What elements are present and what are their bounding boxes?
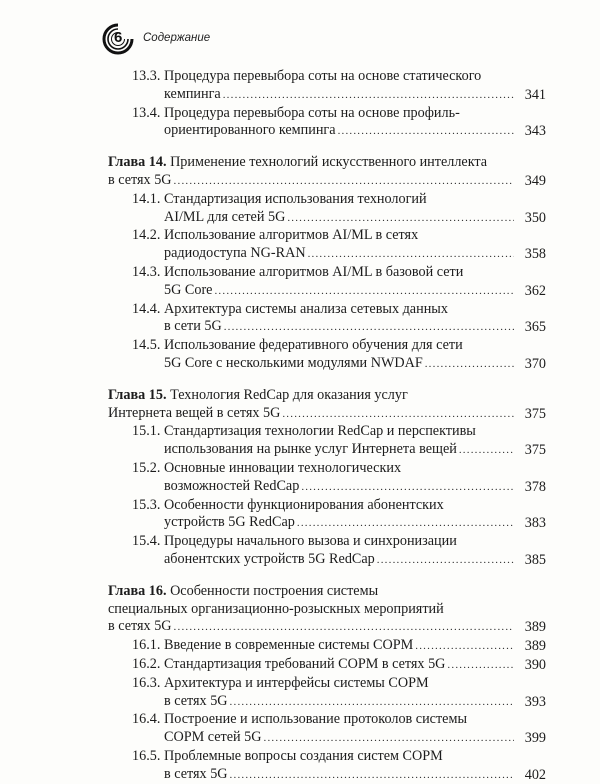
toc-line-text: Особенности построения системы [170, 582, 379, 599]
toc-section-entry [108, 637, 546, 656]
toc-line [164, 423, 516, 441]
section-number: 16.2. [132, 655, 161, 672]
toc-section-entry [108, 105, 546, 142]
page-ref: 393 [524, 693, 546, 710]
dot-leader [230, 767, 514, 784]
dot-leader [301, 479, 514, 497]
toc-line [164, 301, 516, 319]
toc-line-text: Архитектура и интерфейсы системы СОРМ [164, 674, 429, 691]
dot-leader [447, 657, 514, 675]
dot-leader [174, 173, 514, 191]
section-number: 14.5. [132, 337, 161, 354]
toc-line [164, 533, 516, 551]
page-ref: 350 [524, 209, 546, 226]
toc-line [164, 766, 516, 784]
toc-section-entry [108, 675, 546, 712]
chapter-label: Глава 15. [108, 386, 167, 403]
toc-line [164, 441, 516, 460]
page-ref: 390 [524, 656, 546, 673]
toc-line [164, 318, 516, 337]
toc-section-entry [108, 656, 546, 675]
toc-line-text: в сетях 5G [164, 692, 228, 709]
dot-leader [264, 730, 514, 748]
section-number: 15.1. [132, 423, 161, 440]
dot-leader [415, 638, 514, 656]
dot-leader [297, 515, 514, 533]
toc-section-entry [108, 748, 546, 784]
toc-line [108, 154, 516, 172]
toc-line-text: радиодоступа NG-RAN [164, 245, 306, 262]
page-ref: 349 [524, 172, 546, 189]
page-ref: 362 [524, 282, 546, 299]
toc-chapter-block [108, 68, 546, 141]
toc-section-entry [108, 423, 546, 460]
toc-line-text: ориентированного кемпинга [164, 122, 336, 139]
chapter-label: Глава 14. [108, 154, 167, 171]
toc-line [164, 227, 516, 245]
dot-leader [308, 246, 514, 264]
toc-line-text: Построение и использование протоколов системы [164, 711, 467, 728]
toc-line [164, 245, 516, 264]
toc-line-text: в сетях 5G [164, 765, 228, 782]
dot-leader [214, 283, 514, 301]
toc-line-text: специальных организационно-розыскных мероприятий [108, 600, 444, 617]
toc-section-entry [108, 460, 546, 497]
toc-line-text: Стандартизация требований СОРМ в сетях 5G [164, 655, 446, 672]
section-number: 13.4. [132, 104, 161, 121]
toc-line [164, 675, 516, 693]
toc-chapter-entry [108, 583, 546, 637]
toc-line [164, 551, 516, 570]
toc-line-text: Архитектура системы анализа сетевых данных [164, 300, 448, 317]
chapter-label: Глава 16. [108, 582, 167, 599]
toc-line [164, 637, 516, 656]
toc-line [164, 460, 516, 478]
toc-line [164, 68, 516, 86]
section-number: 16.3. [132, 674, 161, 691]
toc-line [164, 711, 516, 729]
toc-chapter-block [108, 387, 546, 570]
toc-section-entry [108, 497, 546, 534]
toc-line [164, 209, 516, 228]
dot-leader [223, 87, 514, 105]
toc-section-entry [108, 191, 546, 228]
toc-line-text: кемпинга [164, 85, 221, 102]
toc-line-text: Введение в современные системы СОРМ [164, 637, 414, 654]
page-number: 6 [114, 29, 123, 46]
dot-leader [287, 210, 514, 228]
toc-line-text: в сетях 5G [108, 618, 172, 635]
toc-line [164, 337, 516, 355]
dot-leader [174, 619, 514, 637]
section-number: 14.3. [132, 263, 161, 280]
section-number: 14.2. [132, 227, 161, 244]
toc-line-text: СОРМ сетей 5G [164, 729, 262, 746]
toc-line-text: использования на рынке услуг Интернета вещей [164, 441, 457, 458]
toc-line-text: устройств 5G RedCap [164, 514, 295, 531]
toc-chapter-entry [108, 154, 546, 191]
page-ref: 370 [524, 355, 546, 372]
toc-line [108, 387, 516, 405]
toc-chapter-block [108, 583, 546, 784]
toc-line [164, 105, 516, 123]
toc-line-text: Процедура перевыбора соты на основе профиль- [164, 104, 460, 121]
section-number: 15.4. [132, 533, 161, 550]
section-number: 15.2. [132, 459, 161, 476]
toc-line [164, 748, 516, 766]
toc-line-text: в сети 5G [164, 318, 222, 335]
toc-line-text: AI/ML для сетей 5G [164, 208, 286, 225]
toc-section-entry [108, 68, 546, 105]
toc-line [164, 122, 516, 141]
page-ref: 375 [524, 442, 546, 459]
toc-line-text: Использование алгоритмов AI/ML в сетях [164, 227, 419, 244]
section-number: 14.1. [132, 190, 161, 207]
page-ref: 399 [524, 730, 546, 747]
toc-line [164, 729, 516, 748]
section-number: 16.4. [132, 711, 161, 728]
toc-line [108, 172, 516, 191]
dot-leader [425, 356, 514, 374]
toc-line-text: Особенности функционирования абонентских [164, 496, 444, 513]
page-ref: 402 [524, 766, 546, 783]
toc-line-text: Технология RedCap для оказания услуг [170, 386, 408, 403]
page-ref: 365 [524, 319, 546, 336]
toc-chapter-entry [108, 387, 546, 424]
toc-line-text: Интернета вещей в сетях 5G [108, 404, 281, 421]
page-ref: 378 [524, 478, 546, 495]
toc-line-text: абонентских устройств 5G RedCap [164, 550, 375, 567]
dot-leader [224, 319, 514, 337]
toc-line-text: Стандартизация использования технологий [164, 190, 427, 207]
page-ref: 341 [524, 86, 546, 103]
toc-line-text: Применение технологий искусственного интеллекта [170, 154, 488, 171]
toc-line [164, 497, 516, 515]
toc-section-entry [108, 711, 546, 748]
dot-leader [459, 442, 514, 460]
page-ref: 389 [524, 619, 546, 636]
section-number: 16.1. [132, 637, 161, 654]
dot-leader [282, 406, 514, 424]
toc-line-text: Проблемные вопросы создания систем СОРМ [164, 747, 443, 764]
toc-line [164, 693, 516, 712]
toc-section-entry [108, 227, 546, 264]
toc-line-text: Использование алгоритмов AI/ML в базовой сети [164, 263, 464, 280]
toc-section-entry [108, 264, 546, 301]
toc-line [164, 656, 516, 675]
toc-line-text: Основные инновации технологических [164, 459, 402, 476]
toc-line [164, 86, 516, 105]
toc-line [108, 601, 516, 619]
page-ref: 375 [524, 405, 546, 422]
toc-line [164, 355, 516, 374]
toc-line-text: Процедуры начального вызова и синхронизации [164, 533, 457, 550]
section-number: 14.4. [132, 300, 161, 317]
toc-line-text: 5G Core [164, 281, 213, 298]
toc-chapter-block [108, 154, 546, 374]
toc-line [108, 618, 516, 637]
page-ref: 358 [524, 246, 546, 263]
page-ref: 343 [524, 123, 546, 140]
toc-line-text: Использование федеративного обучения для сети [164, 337, 463, 354]
toc-line [164, 191, 516, 209]
running-title: Содержание [143, 32, 211, 44]
toc-section-entry [108, 301, 546, 338]
toc-line-text: 5G Core с несколькими модулями NWDAF [164, 354, 423, 371]
page-ref: 383 [524, 515, 546, 532]
section-number: 13.3. [132, 68, 161, 84]
toc-section-entry [108, 533, 546, 570]
toc-line [164, 264, 516, 282]
toc-line-text: в сетях 5G [108, 171, 172, 188]
toc-line [108, 405, 516, 424]
dot-leader [377, 552, 514, 570]
toc-line [164, 514, 516, 533]
toc-line [164, 282, 516, 301]
page-ref: 389 [524, 638, 546, 655]
toc-section-entry [108, 337, 546, 374]
page-header [101, 22, 401, 56]
toc-line [164, 478, 516, 497]
section-number: 16.5. [132, 747, 161, 764]
table-of-contents [108, 68, 546, 784]
toc-line-text: Стандартизация технологии RedCap и перспективы [164, 423, 476, 440]
dot-leader [230, 694, 514, 712]
page-ref: 385 [524, 551, 546, 568]
toc-line-text: возможностей RedCap [164, 477, 300, 494]
toc-line [108, 583, 516, 601]
toc-line-text: Процедура перевыбора соты на основе статического [164, 68, 482, 84]
dot-leader [338, 123, 514, 141]
section-number: 15.3. [132, 496, 161, 513]
